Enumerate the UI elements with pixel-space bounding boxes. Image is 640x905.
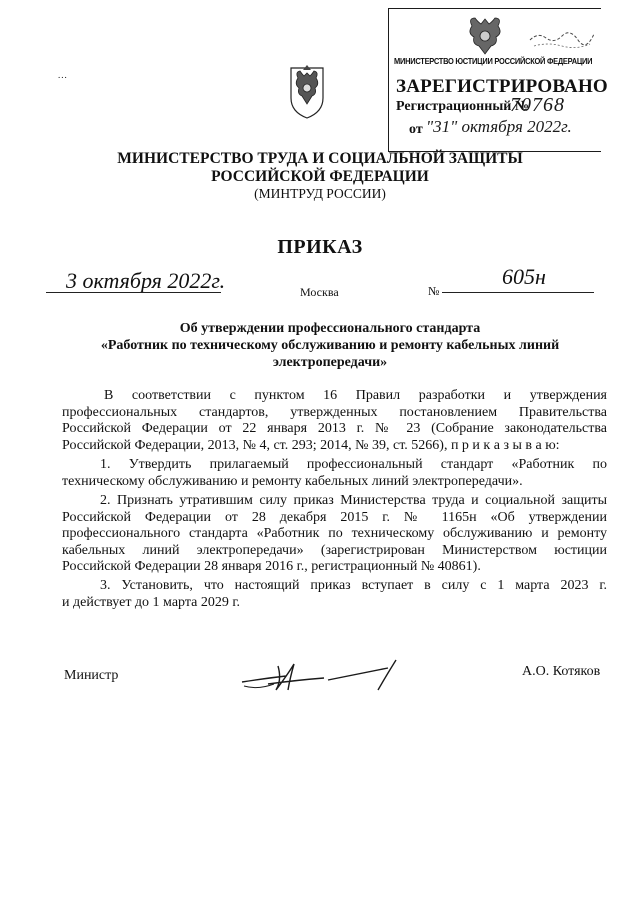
- city: Москва: [300, 285, 339, 299]
- paragraph-line: кабельных линий электропередачи» (зарегистрирован Министерством юстиции: [62, 542, 607, 558]
- paragraph-line: В соответствии с пунктом 16 Правил разработки и утверждения: [104, 388, 607, 403]
- stamp-registered-label: ЗАРЕГИСТРИРОВАНО: [396, 76, 608, 97]
- stamp-emblem-icon: [462, 12, 508, 56]
- title-line: Об утверждении профессионального стандарта: [179, 321, 481, 336]
- stamp-date-value: "31" октября 2022г.: [426, 117, 572, 136]
- stamp-from-label: от: [409, 122, 423, 137]
- corner-mark: ...: [58, 70, 68, 80]
- stamp-scribble: [528, 22, 598, 52]
- number-underline: [442, 292, 594, 293]
- paragraph-item-2: [62, 493, 607, 576]
- title-line: «Работник по техническому обслуживанию и ремонту кабельных линий: [100, 338, 560, 353]
- coat-of-arms-emblem: [287, 62, 327, 120]
- paragraph-line: 1. Утвердить прилагаемый профессиональный стандарт «Работник по: [100, 457, 607, 472]
- paragraph-line: 2. Признать утратившим силу приказ Министерства труда и социальной защиты: [100, 493, 607, 508]
- paragraph-line: Российской Федерации от 22 января 2013 г. № 23 (Собрание законодательства: [62, 421, 607, 436]
- paragraph-line: профессионального стандарта «Работник по техническому обслуживанию и ремонту: [62, 526, 607, 541]
- paragraph-line: и действует до 1 марта 2029 г.: [62, 594, 241, 610]
- title-line: электропередачи»: [272, 355, 388, 370]
- paragraph-line: Российской Федерации 28 января 2016 г., регистрационный № 40861).: [62, 559, 481, 574]
- ministry-name-line1: МИНИСТЕРСТВО ТРУДА И СОЦИАЛЬНОЙ ЗАЩИТЫ: [117, 150, 523, 167]
- paragraph-line: профессиональных стандартов, утвержденных постановлением Правительства: [62, 404, 607, 420]
- stamp-regnum-label: Регистрационный №: [396, 99, 529, 114]
- paragraph-line: Российской Федерации, 2013, № 4, ст. 293; 2014, № 39, ст. 5266), п р и к а з ы в а ю:: [62, 437, 560, 453]
- signer-position: Министр: [64, 668, 119, 683]
- stamp-regnum-value: 70768: [510, 94, 565, 116]
- date-underline: [46, 292, 221, 293]
- paragraph-line: техническому обслуживанию и ремонту кабельных линий электропередачи».: [62, 473, 523, 489]
- paragraph-preamble: [62, 388, 607, 454]
- document-type: ПРИКАЗ: [277, 236, 363, 258]
- stamp-ministry-name: МИНИСТЕРСТВО ЮСТИЦИИ РОССИЙСКОЙ ФЕДЕРАЦИИ: [394, 56, 593, 66]
- order-date: 3 октября 2022г.: [66, 268, 226, 293]
- paragraph-line: 3. Установить, что настоящий приказ вступает в силу с 1 марта 2023 г.: [100, 578, 607, 593]
- number-sign: №: [428, 284, 440, 298]
- paragraph-item-1: [62, 457, 607, 490]
- paragraph-line: Российской Федерации от 28 декабря 2015 г. № 1165н «Об утверждении: [62, 509, 607, 525]
- order-number: 605н: [502, 264, 546, 289]
- order-title: [60, 320, 600, 371]
- paragraph-item-3: [62, 578, 607, 611]
- handwritten-signature: [238, 656, 408, 696]
- ministry-short-name: (МИНТРУД РОССИИ): [254, 186, 386, 201]
- ministry-name-line2: РОССИЙСКОЙ ФЕДЕРАЦИИ: [211, 168, 429, 185]
- signer-name: А.О. Котяков: [522, 664, 601, 679]
